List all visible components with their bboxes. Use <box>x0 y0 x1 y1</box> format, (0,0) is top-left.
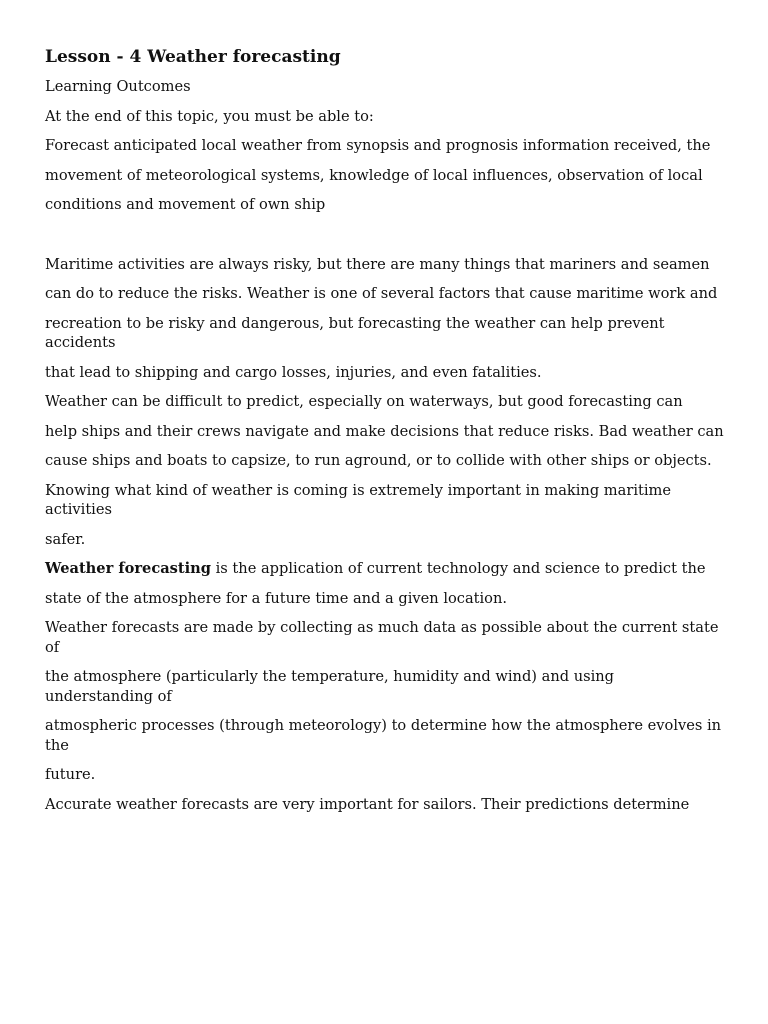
outcomes-intro: At the end of this topic, you must be able to: <box>45 107 374 125</box>
body-line: state of the atmosphere for a future time and a given location. <box>45 589 508 607</box>
lesson-title: Lesson - 4 Weather forecasting <box>45 47 341 67</box>
body-line: that lead to shipping and cargo losses, injuries, and even fatalities. <box>45 363 542 381</box>
body-line: Knowing what kind of weather is coming is extremely important in making maritime activities <box>45 481 671 518</box>
body-line: help ships and their crews navigate and make decisions that reduce risks. Bad weather can <box>45 422 724 440</box>
outcome-line: conditions and movement of own ship <box>45 196 326 213</box>
definition-line <box>45 559 725 579</box>
definition-rest: is the application of current technology and science to predict the <box>211 560 706 577</box>
body-line: atmospheric processes (through meteorology) to determine how the atmosphere evolves in the <box>45 717 722 754</box>
body-line: safer. <box>45 530 86 548</box>
body-line: recreation to be risky and dangerous, but forecasting the weather can help prevent accidents <box>45 314 665 351</box>
body-line: can do to reduce the risks. Weather is one of several factors that cause maritime work and <box>45 285 718 302</box>
body-line: Weather forecasts are made by collecting as much data as possible about the current state of <box>45 619 719 656</box>
document-page <box>45 45 725 824</box>
outcome-line: movement of meteorological systems, knowledge of local influences, observation of local <box>45 166 703 184</box>
body-line: Accurate weather forecasts are very important for sailors. Their predictions determine <box>45 795 690 813</box>
outcome-line: Forecast anticipated local weather from synopsis and prognosis information received, the <box>45 137 711 154</box>
body-line: Maritime activities are always risky, but there are many things that mariners and seamen <box>45 255 710 273</box>
outcomes-heading: Learning Outcomes <box>45 78 191 95</box>
body-line: cause ships and boats to capsize, to run aground, or to collide with other ships or objects. <box>45 452 712 469</box>
body-line: the atmosphere (particularly the temperature, humidity and wind) and using understanding of <box>45 668 614 705</box>
section-spacer <box>45 225 725 255</box>
body-line: Weather can be difficult to predict, especially on waterways, but good forecasting can <box>45 393 683 410</box>
body-line: future. <box>45 766 96 783</box>
definition-term: Weather forecasting <box>45 560 211 577</box>
